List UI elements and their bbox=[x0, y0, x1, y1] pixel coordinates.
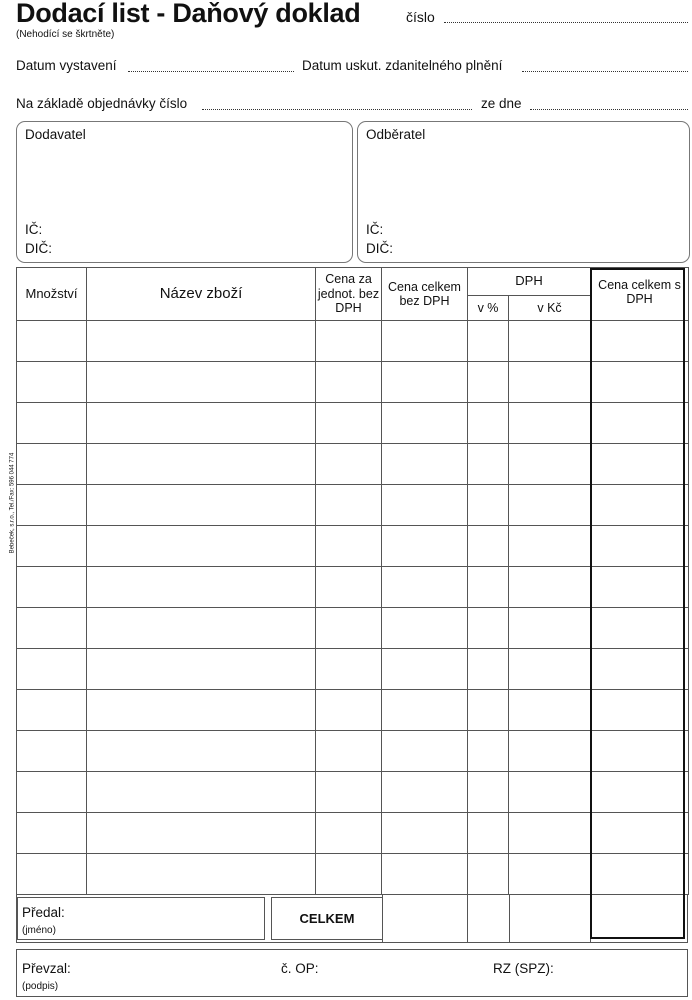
table-cell[interactable] bbox=[316, 813, 382, 854]
table-cell[interactable] bbox=[468, 403, 509, 444]
table-cell[interactable] bbox=[468, 854, 509, 895]
header-total-price: Cena celkem bez DPH bbox=[382, 268, 468, 321]
publisher-side-text: Bebeček, s.r.o., Tel./Fax: 596 044 774 bbox=[9, 452, 16, 554]
table-cell[interactable] bbox=[17, 526, 87, 567]
table-cell[interactable] bbox=[316, 772, 382, 813]
table-row bbox=[17, 444, 689, 485]
table-cell[interactable] bbox=[17, 731, 87, 772]
handed-over-sub: (jméno) bbox=[22, 925, 56, 936]
table-cell[interactable] bbox=[591, 813, 689, 854]
total-with-vat-cell[interactable] bbox=[591, 894, 688, 942]
table-cell[interactable] bbox=[468, 362, 509, 403]
table-cell[interactable] bbox=[316, 854, 382, 895]
table-cell[interactable] bbox=[87, 567, 316, 608]
customer-ic: IČ: bbox=[366, 222, 384, 237]
table-cell[interactable] bbox=[509, 772, 591, 813]
order-number-label: Na základě objednávky číslo bbox=[16, 96, 188, 111]
taxable-date-field[interactable] bbox=[522, 71, 688, 72]
table-row bbox=[17, 321, 689, 362]
table-cell[interactable] bbox=[17, 321, 87, 362]
table-cell[interactable] bbox=[316, 690, 382, 731]
received-box[interactable] bbox=[16, 949, 688, 997]
table-cell[interactable] bbox=[17, 649, 87, 690]
table-cell[interactable] bbox=[509, 526, 591, 567]
header-unit-price: Cena za jednot. bez DPH bbox=[316, 268, 382, 321]
table-row bbox=[17, 854, 689, 895]
table-cell[interactable] bbox=[591, 444, 689, 485]
table-cell[interactable] bbox=[17, 813, 87, 854]
header-vat-percent: v % bbox=[468, 296, 509, 321]
table-cell[interactable] bbox=[468, 444, 509, 485]
table-cell[interactable] bbox=[87, 649, 316, 690]
supplier-box[interactable] bbox=[16, 121, 353, 263]
table-cell[interactable] bbox=[591, 690, 689, 731]
customer-title: Odběratel bbox=[366, 127, 426, 142]
table-cell[interactable] bbox=[509, 485, 591, 526]
table-cell[interactable] bbox=[509, 403, 591, 444]
supplier-title: Dodavatel bbox=[25, 127, 86, 142]
table-cell[interactable] bbox=[591, 567, 689, 608]
table-cell[interactable] bbox=[509, 362, 591, 403]
table-row bbox=[17, 813, 689, 854]
table-row bbox=[17, 362, 689, 403]
header-quantity: Množství bbox=[17, 268, 87, 321]
table-cell[interactable] bbox=[509, 444, 591, 485]
table-cell[interactable] bbox=[17, 403, 87, 444]
table-cell[interactable] bbox=[316, 444, 382, 485]
table-cell[interactable] bbox=[17, 854, 87, 895]
table-cell[interactable] bbox=[17, 362, 87, 403]
table-cell[interactable] bbox=[591, 403, 689, 444]
table-cell[interactable] bbox=[382, 813, 468, 854]
table-cell[interactable] bbox=[509, 690, 591, 731]
header-vat: DPH bbox=[468, 268, 591, 296]
total-price-cell[interactable] bbox=[382, 894, 468, 942]
table-cell[interactable] bbox=[382, 403, 468, 444]
table-cell[interactable] bbox=[509, 321, 591, 362]
table-cell[interactable] bbox=[468, 485, 509, 526]
table-cell[interactable] bbox=[316, 567, 382, 608]
table-cell[interactable] bbox=[87, 731, 316, 772]
table-cell[interactable] bbox=[382, 690, 468, 731]
table-cell[interactable] bbox=[468, 321, 509, 362]
table-cell[interactable] bbox=[316, 649, 382, 690]
table-cell[interactable] bbox=[87, 526, 316, 567]
issue-date-field[interactable] bbox=[128, 71, 294, 72]
table-cell[interactable] bbox=[87, 362, 316, 403]
table-cell[interactable] bbox=[382, 444, 468, 485]
handed-over-box[interactable] bbox=[17, 897, 265, 940]
table-cell[interactable] bbox=[468, 526, 509, 567]
table-cell[interactable] bbox=[382, 608, 468, 649]
table-cell[interactable] bbox=[382, 526, 468, 567]
table-cell[interactable] bbox=[509, 854, 591, 895]
table-cell[interactable] bbox=[87, 854, 316, 895]
table-row bbox=[17, 649, 689, 690]
table-cell[interactable] bbox=[591, 321, 689, 362]
number-field[interactable] bbox=[444, 22, 688, 23]
table-cell[interactable] bbox=[87, 403, 316, 444]
received-label: Převzal: bbox=[22, 961, 71, 976]
table-cell[interactable] bbox=[17, 690, 87, 731]
plate-label: RZ (SPZ): bbox=[493, 961, 554, 976]
customer-dic: DIČ: bbox=[366, 241, 393, 256]
table-row bbox=[17, 731, 689, 772]
table-cell[interactable] bbox=[591, 608, 689, 649]
table-cell[interactable] bbox=[468, 690, 509, 731]
table-cell[interactable] bbox=[591, 485, 689, 526]
supplier-ic: IČ: bbox=[25, 222, 43, 237]
table-cell[interactable] bbox=[509, 649, 591, 690]
number-label: číslo bbox=[406, 9, 435, 25]
handed-over-label: Předal: bbox=[22, 905, 65, 920]
order-date-label: ze dne bbox=[481, 96, 522, 111]
table-cell[interactable] bbox=[591, 649, 689, 690]
table-cell[interactable] bbox=[468, 813, 509, 854]
table-cell[interactable] bbox=[382, 321, 468, 362]
table-cell[interactable] bbox=[316, 608, 382, 649]
table-row bbox=[17, 485, 689, 526]
received-sub: (podpis) bbox=[22, 981, 59, 992]
header-total-with-vat: Cena celkem s DPH bbox=[591, 268, 689, 321]
table-cell[interactable] bbox=[382, 567, 468, 608]
table-cell[interactable] bbox=[87, 813, 316, 854]
issue-date-label: Datum vystavení bbox=[16, 58, 117, 73]
table-cell[interactable] bbox=[468, 608, 509, 649]
order-number-field[interactable] bbox=[202, 109, 472, 110]
table-row bbox=[17, 608, 689, 649]
table-cell[interactable] bbox=[17, 772, 87, 813]
table-cell[interactable] bbox=[316, 731, 382, 772]
table-cell[interactable] bbox=[316, 403, 382, 444]
table-cell[interactable] bbox=[509, 813, 591, 854]
table-cell[interactable] bbox=[87, 608, 316, 649]
table-cell[interactable] bbox=[382, 731, 468, 772]
table-cell[interactable] bbox=[509, 731, 591, 772]
table-cell[interactable] bbox=[17, 444, 87, 485]
table-cell[interactable] bbox=[87, 485, 316, 526]
table-cell[interactable] bbox=[591, 362, 689, 403]
table-cell[interactable] bbox=[591, 526, 689, 567]
table-cell[interactable] bbox=[382, 772, 468, 813]
table-cell[interactable] bbox=[468, 772, 509, 813]
table-row bbox=[17, 690, 689, 731]
table-cell[interactable] bbox=[468, 731, 509, 772]
table-cell[interactable] bbox=[87, 444, 316, 485]
table-cell[interactable] bbox=[468, 649, 509, 690]
table-cell[interactable] bbox=[591, 772, 689, 813]
taxable-date-label: Datum uskut. zdanitelného plnění bbox=[302, 58, 503, 73]
id-card-label: č. OP: bbox=[281, 961, 319, 976]
table-cell[interactable] bbox=[316, 485, 382, 526]
table-cell[interactable] bbox=[316, 321, 382, 362]
table-cell[interactable] bbox=[591, 731, 689, 772]
table-cell[interactable] bbox=[316, 362, 382, 403]
table-cell[interactable] bbox=[87, 321, 316, 362]
table-cell[interactable] bbox=[382, 362, 468, 403]
table-cell[interactable] bbox=[87, 772, 316, 813]
table-row bbox=[17, 567, 689, 608]
table-cell[interactable] bbox=[509, 608, 591, 649]
table-cell[interactable] bbox=[17, 608, 87, 649]
table-cell[interactable] bbox=[316, 526, 382, 567]
table-cell[interactable] bbox=[509, 567, 591, 608]
subtitle: (Nehodící se škrtněte) bbox=[16, 29, 115, 40]
table-cell[interactable] bbox=[17, 485, 87, 526]
total-box bbox=[271, 897, 383, 940]
header-vat-czk: v Kč bbox=[509, 296, 591, 321]
total-vat-cell[interactable] bbox=[509, 894, 591, 942]
table-cell[interactable] bbox=[468, 567, 509, 608]
header-item-name: Název zboží bbox=[87, 268, 316, 321]
total-label: CELKEM bbox=[299, 911, 355, 926]
items-table bbox=[16, 267, 689, 895]
supplier-dic: DIČ: bbox=[25, 241, 52, 256]
table-cell[interactable] bbox=[382, 649, 468, 690]
totals-row bbox=[16, 894, 688, 943]
table-cell[interactable] bbox=[382, 485, 468, 526]
table-row bbox=[17, 772, 689, 813]
table-row bbox=[17, 526, 689, 567]
table-cell[interactable] bbox=[17, 567, 87, 608]
table-cell[interactable] bbox=[591, 854, 689, 895]
table-cell[interactable] bbox=[382, 854, 468, 895]
table-row bbox=[17, 403, 689, 444]
table-cell[interactable] bbox=[87, 690, 316, 731]
order-date-field[interactable] bbox=[530, 109, 688, 110]
customer-box[interactable] bbox=[357, 121, 690, 263]
document-title: Dodací list - Daňový doklad bbox=[16, 0, 361, 28]
